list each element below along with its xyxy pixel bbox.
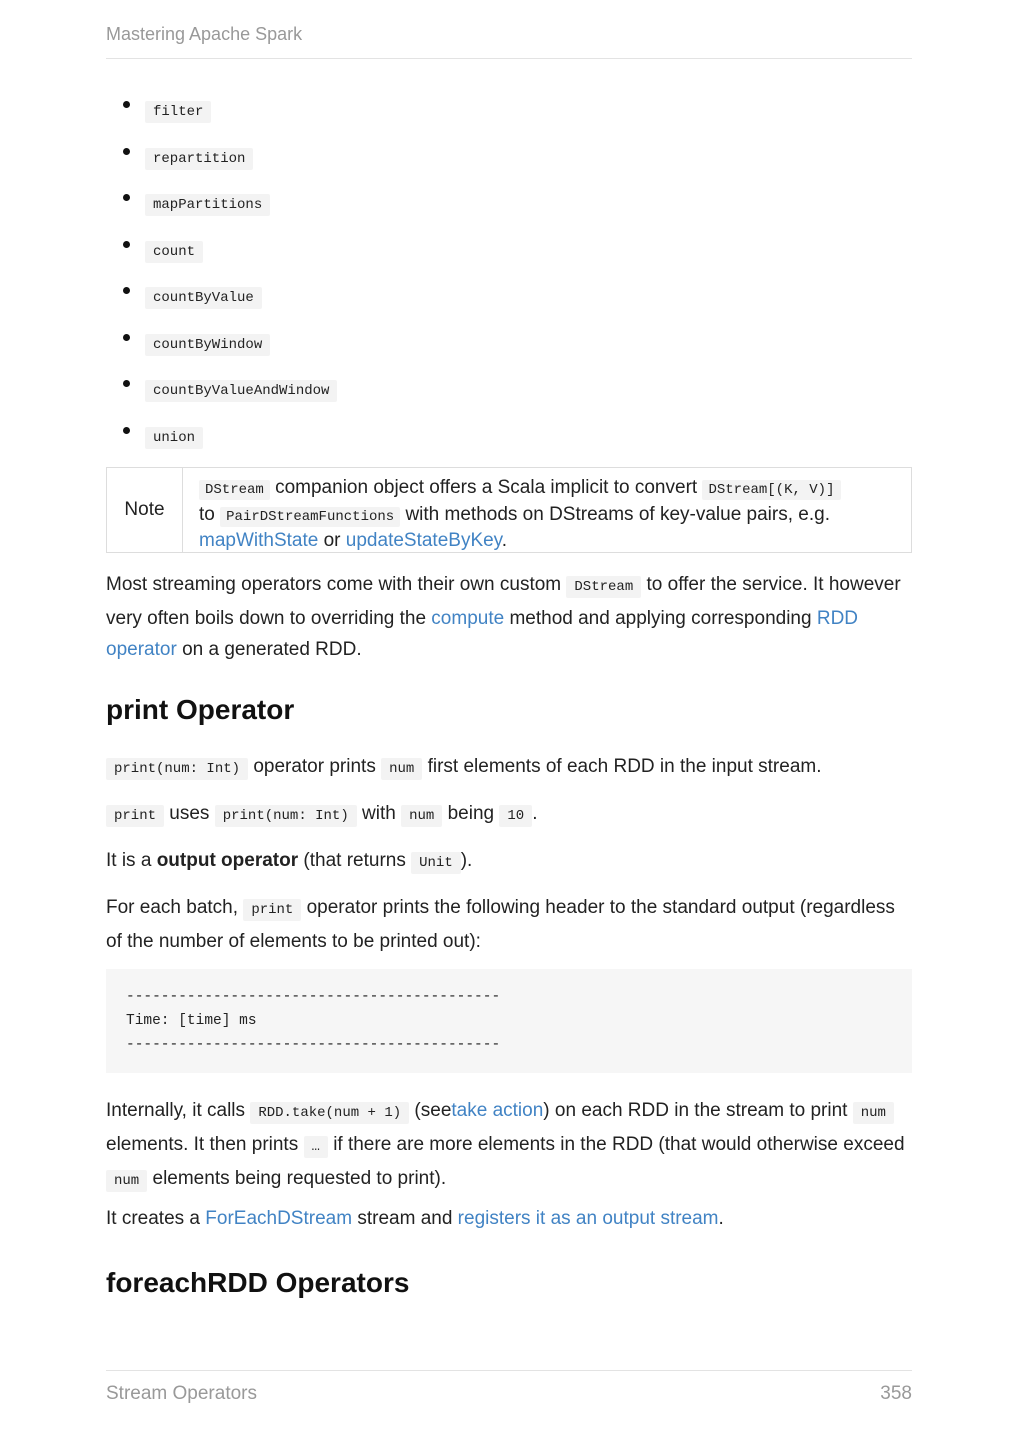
bullet-icon [123, 101, 130, 108]
list-item [106, 230, 912, 277]
page-content [106, 90, 912, 1298]
text: operator prints [253, 756, 376, 777]
text: operator prints the following header to the standard output (regardless of the number of elements to be printed out): [106, 897, 895, 952]
note-text: or [323, 530, 341, 551]
text: if there are more elements in the RDD (that would otherwise exceed [333, 1134, 905, 1155]
running-footer [106, 1370, 912, 1405]
list-item [106, 323, 912, 370]
text: uses [169, 803, 210, 824]
inline-code: … [304, 1136, 328, 1158]
text: Internally, it calls [106, 1100, 246, 1121]
compute-link[interactable]: compute [431, 608, 505, 629]
note-text: to [199, 503, 215, 525]
text: (see [414, 1100, 452, 1121]
text: It is a [106, 850, 152, 871]
print-operator-heading: print Operator [106, 694, 295, 725]
text: elements. It then prints [106, 1134, 299, 1155]
text: to offer the service. It however very often boils down to overriding the [106, 574, 901, 629]
text: ). [460, 850, 473, 871]
take-action-link[interactable]: take action [451, 1100, 544, 1121]
list-item [106, 369, 912, 416]
list-item [106, 90, 912, 137]
operators-list [106, 90, 912, 462]
bullet-icon [123, 380, 130, 387]
text: It creates a [106, 1208, 200, 1229]
bullet-icon [123, 287, 130, 294]
inline-code: PairDStreamFunctions [220, 507, 400, 527]
output-stream-link[interactable]: registers it as an output stream [457, 1208, 719, 1229]
list-item [106, 137, 912, 184]
note-box [106, 467, 912, 553]
bold-term: output operator [156, 850, 299, 871]
inline-code: 10 [499, 805, 532, 827]
note-text: companion object offers a Scala implicit to convert [275, 477, 698, 498]
code-line: ------------------------------------------- [126, 1037, 501, 1053]
inline-code: num [853, 1102, 894, 1124]
inline-code: DStream [566, 576, 641, 598]
operator-code: countByWindow [145, 334, 270, 356]
text: method and applying corresponding [509, 608, 812, 629]
code-line: Time: [time] ms [126, 1013, 257, 1029]
bullet-icon [123, 241, 130, 248]
text: (that returns [303, 850, 406, 871]
inline-code: Unit [411, 852, 461, 874]
inline-code: DStream[(K, V)] [702, 480, 840, 500]
text: with [362, 803, 396, 824]
rdd-operator-link[interactable]: RDD operator [106, 608, 859, 660]
bullet-icon [123, 334, 130, 341]
operator-code: mapPartitions [145, 194, 270, 216]
text: being [447, 803, 495, 824]
print-paragraph-3 [106, 845, 912, 879]
text: . [532, 803, 538, 824]
text: first elements of each RDD in the input stream. [427, 756, 822, 777]
inline-code: print [106, 805, 164, 827]
print-paragraph-5 [106, 1095, 912, 1197]
inline-code: print(num: Int) [215, 805, 357, 827]
note-body [183, 468, 857, 552]
text: elements being requested to print). [152, 1168, 447, 1189]
code-block [106, 969, 912, 1073]
operator-code: count [145, 241, 203, 263]
inline-code: num [106, 1170, 147, 1192]
operator-code: filter [145, 101, 211, 123]
mapwithstate-link[interactable]: mapWithState [199, 530, 319, 551]
foreachrdd-heading: foreachRDD Operators [106, 1267, 410, 1298]
inline-code: print [243, 899, 301, 921]
bullet-icon [123, 427, 130, 434]
inline-code: num [401, 805, 442, 827]
text: . [718, 1208, 724, 1229]
note-label: Note [107, 468, 183, 552]
inline-code: RDD.take(num + 1) [250, 1102, 409, 1124]
page-number: 358 [880, 1383, 912, 1404]
list-item [106, 416, 912, 463]
footer-chapter: Stream Operators [106, 1383, 257, 1404]
print-paragraph-4 [106, 892, 912, 957]
operator-code: countByValue [145, 287, 262, 309]
list-item [106, 183, 912, 230]
operator-code: union [145, 427, 203, 449]
text: For each batch, [106, 897, 239, 918]
print-paragraph-1 [106, 751, 912, 785]
inline-code: print(num: Int) [106, 758, 248, 780]
inline-code: num [381, 758, 422, 780]
code-line: ------------------------------------------- [126, 989, 501, 1005]
foreachdstream-link[interactable]: ForEachDStream [205, 1208, 353, 1229]
running-header: Mastering Apache Spark [106, 24, 912, 59]
text: ) on each RDD in the stream to print [543, 1100, 848, 1121]
text: stream and [357, 1208, 453, 1229]
text: Most streaming operators come with their own custom [106, 574, 562, 595]
inline-code: DStream [199, 480, 270, 500]
operator-code: countByValueAndWindow [145, 380, 337, 402]
operator-code: repartition [145, 148, 253, 170]
bullet-icon [123, 148, 130, 155]
note-text: . [501, 530, 508, 551]
intro-paragraph [106, 569, 912, 665]
bullet-icon [123, 194, 130, 201]
print-paragraph-2 [106, 798, 912, 832]
text: on a generated RDD. [182, 639, 362, 660]
print-paragraph-6 [106, 1203, 912, 1234]
list-item [106, 276, 912, 323]
updatestatebykey-link[interactable]: updateStateByKey [345, 530, 502, 551]
note-text: with methods on DStreams of key-value pairs, e.g. [405, 503, 830, 525]
